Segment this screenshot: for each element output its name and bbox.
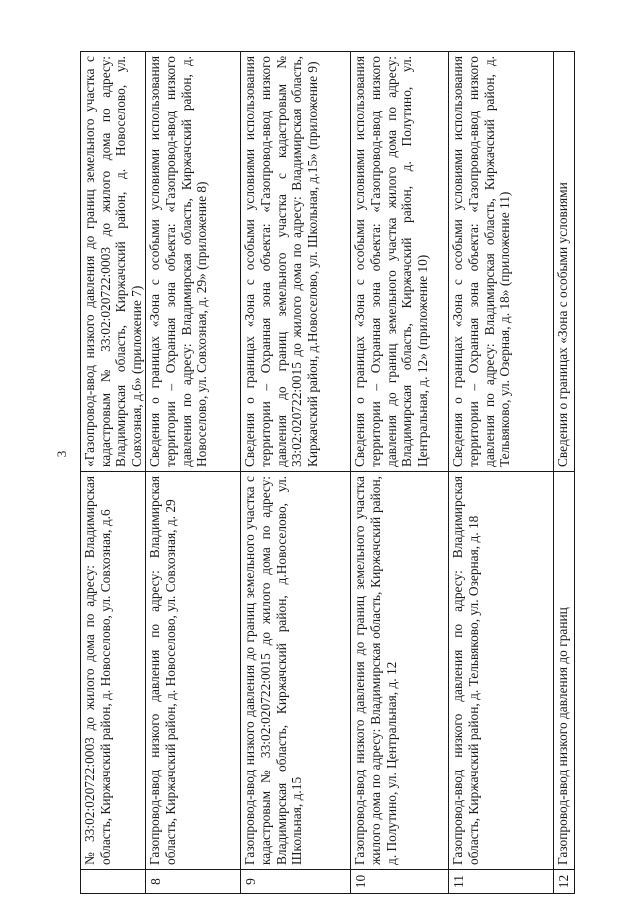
object-info-cell: Сведения о границах «Зона с особыми условиями использования территории – Охранная зона объекта: «Газопровод-ввод низкого давления по адресу: Владимирская область, Киржачский район, д. Новоселово, ул. Совхозная, д. 29» (приложение 8) — [146, 52, 241, 472]
row-number: 12 — [554, 870, 575, 894]
rotated-page-frame — [80, 52, 572, 894]
object-name-cell: Газопровод-ввод низкого давления по адресу: Владимирская область, Киржачский район, д. Новоселово, ул. Совхозная, д. 29 — [146, 472, 241, 870]
row-number: 8 — [146, 870, 241, 894]
objects-table — [80, 51, 575, 894]
object-name-cell: Газопровод-ввод низкого давления до границ земельного участка с кадастровым № 33:02:020722:0015 до жилого дома по адресу: Владимирская область, Киржачский район, д.Новоселово, ул. Школьная, д.15 — [241, 472, 351, 870]
row-number: 9 — [241, 870, 351, 894]
object-info-cell: Сведения о границах «Зона с особыми условиями использования территории – Охранная зона объекта: «Газопровод-ввод низкого давления до границ земельного участка жилого дома по адресу: Владимирская область, Киржачский район, д. Полутино, ул. Центральная, д. 12» (приложение 10) — [351, 52, 449, 472]
row-number — [81, 870, 146, 894]
rotated-table-container — [80, 52, 572, 894]
table-row — [146, 52, 241, 894]
object-name-cell: Газопровод-ввод низкого давления по адресу: Владимирская область, Киржачский район, д. Тельвяково, ул. Озерная, д. 18 — [449, 472, 554, 870]
row-number: 11 — [449, 870, 554, 894]
object-info-cell: Сведения о границах «Зона с особыми условиями использования территории – Охранная зона объекта: «Газопровод-ввод низкого давления до границ земельного участка с кадастровым № 33:02:020722:0015 до жилого дома по адресу: Владимирская область, Киржачский район, д.Новоселово, ул. Школьная, д.15» (приложение 9) — [241, 52, 351, 472]
table-row — [449, 52, 554, 894]
object-name-cell: Газопровод-ввод низкого давления до границ земельного участка жилого дома по адресу: Владимирская область, Киржачский район, д. Полутино, ул. Центральная, д. 12 — [351, 472, 449, 870]
table-row — [351, 52, 449, 894]
table-row — [554, 52, 575, 894]
page-number: 3 — [54, 450, 69, 458]
row-number: 10 — [351, 870, 449, 894]
object-info-cell: «Газопровод-ввод низкого давления до границ земельного участка с кадастровым № 33:02:020722:0003 до жилого дома по адресу: Владимирская область, Киржачский район, д. Новоселово, ул. Совхозная, д.6» (приложение 7) — [81, 52, 146, 472]
object-info-cell: Сведения о границах «Зона с особыми условиями использования территории – Охранная зона объекта: «Газопровод-ввод низкого давления по адресу: Владимирская область, Киржачский район, д. Тельвяково, ул. Озерная, д. 18» (приложение 11) — [449, 52, 554, 472]
object-name-cell: № 33:02:020722:0003 до жилого дома по адресу: Владимирская область, Киржачский район, д. Новоселово, ул. Совхозная, д.6 — [81, 472, 146, 870]
table-row — [81, 52, 146, 894]
object-name-cell: Газопровод-ввод низкого давления до границ — [554, 472, 575, 870]
object-info-cell: Сведения о границах «Зона с особыми условиями — [554, 52, 575, 472]
table-row — [241, 52, 351, 894]
